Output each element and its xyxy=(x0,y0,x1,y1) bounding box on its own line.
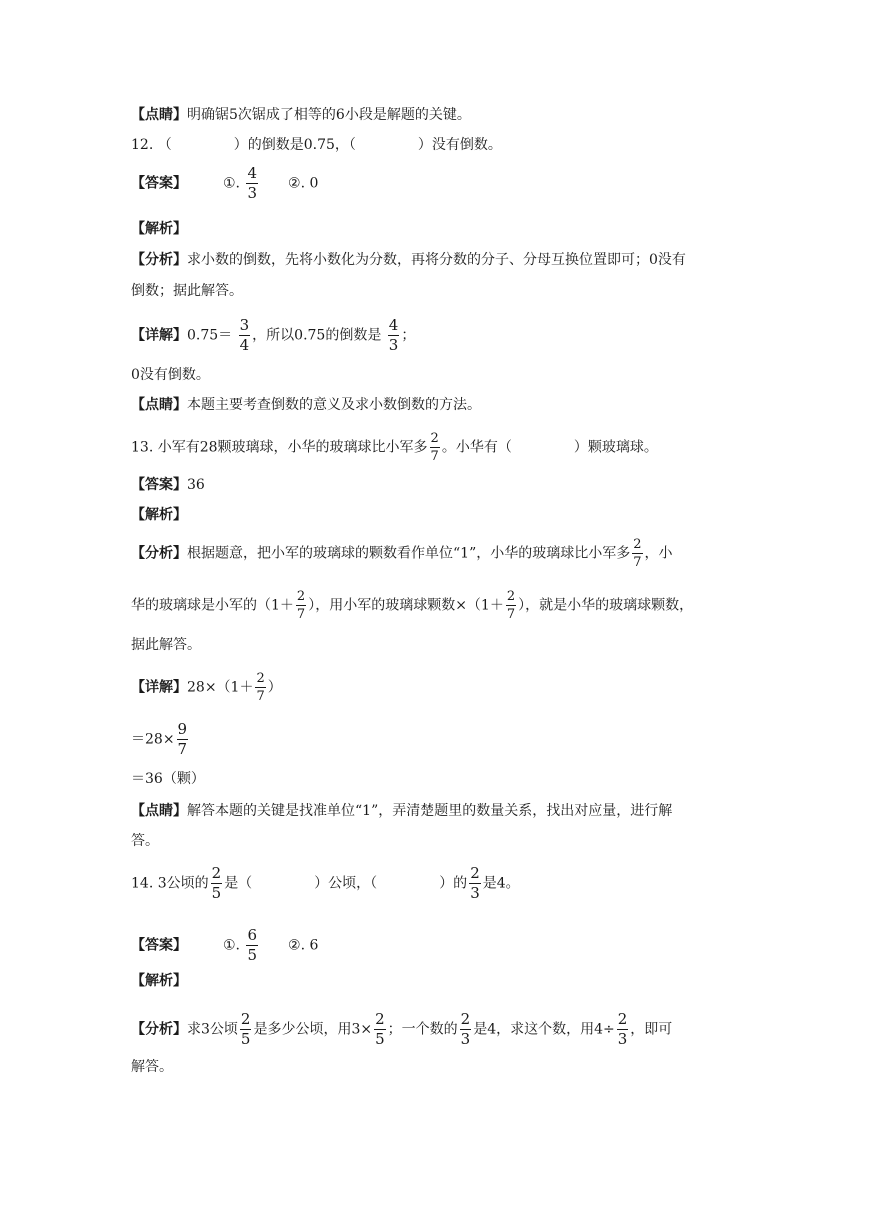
q14-fenxi-2 xyxy=(131,1058,173,1076)
q14-stem xyxy=(131,866,520,901)
q13-tip-2 xyxy=(131,832,159,850)
detail-text: 28×（1＋ xyxy=(187,679,254,696)
q13-stem xyxy=(131,432,658,463)
detail-text: ，所以0.75的倒数是 xyxy=(252,327,382,344)
fenxi-text: ），用小军的玻璃球颗数×（1＋ xyxy=(308,597,504,614)
answer-tag: 【答案】 xyxy=(131,175,187,192)
fenxi-tag: 【分析】 xyxy=(131,252,187,268)
q12-detail xyxy=(131,318,415,353)
fenxi-text: 根据题意，把小军的玻璃球的颗数看作单位“1”，小华的玻璃球比小军多 xyxy=(187,545,631,562)
fenxi-text: 是4，求这个数，用4÷ xyxy=(473,1021,615,1038)
q13-number: 13. xyxy=(131,439,154,456)
fenxi-text: 是多少公顷，用3× xyxy=(253,1021,373,1038)
fenxi-text: 华的玻璃球是小军的（1＋ xyxy=(131,597,294,614)
answer-fraction: $\frac{4}{3}$ xyxy=(247,164,258,202)
fraction: $\frac{3}{4}$ xyxy=(239,316,250,354)
q13-tip-1 xyxy=(131,802,672,820)
q13-detail xyxy=(131,672,282,703)
detail-tag: 【详解】 xyxy=(131,327,187,344)
fraction: $\frac{2}{7}$ xyxy=(506,589,516,622)
q13-text: 。小华有（ xyxy=(441,439,512,456)
q14-answer xyxy=(131,928,318,963)
prev-tip-line xyxy=(131,106,471,124)
fraction: $\frac{2}{7}$ xyxy=(256,671,265,704)
q14-text: ）的 xyxy=(439,875,468,892)
fraction: $\frac{4}{3}$ xyxy=(388,316,399,354)
detail-text: ； xyxy=(401,327,416,344)
q12-stem xyxy=(131,136,502,154)
tip-tag: 【点睛】 xyxy=(131,803,187,819)
fraction: $\frac{2}{3}$ xyxy=(470,864,480,902)
fenxi-text: ），就是小华的玻璃球颗数， xyxy=(518,597,694,614)
q13-fenxi-3 xyxy=(131,636,201,654)
q13-text: 小军有28颗玻璃球，小华的玻璃球比小军多 xyxy=(157,439,428,456)
q13-analysis xyxy=(131,506,187,524)
fraction: $\frac{2}{3}$ xyxy=(617,1010,628,1048)
fraction: $\frac{2}{3}$ xyxy=(460,1010,471,1048)
fraction: $\frac{2}{7}$ xyxy=(296,589,306,622)
fenxi-tag: 【分析】 xyxy=(131,1021,187,1038)
answer-tag: 【答案】 xyxy=(131,937,187,954)
fenxi-text: 求小数的倒数，先将小数化为分数，再将分数的分子、分母互换位置即可；0没有 xyxy=(187,252,686,268)
q12-text: ）的倒数是0.75，（ xyxy=(233,137,356,153)
q12-detail-2 xyxy=(131,366,210,384)
detail-tag: 【详解】 xyxy=(131,679,187,696)
answer-mark-1: ①. xyxy=(223,175,241,192)
fenxi-text: ，小 xyxy=(644,545,673,562)
q14-fenxi-1 xyxy=(131,1012,672,1047)
q14-text: ）公顷，（ xyxy=(314,875,378,892)
fenxi-tag: 【分析】 xyxy=(131,545,187,562)
fraction: $\frac{2}{5}$ xyxy=(240,1010,251,1048)
answer-mark-2: ②. 6 xyxy=(288,937,319,954)
detail-text: 0.75＝ xyxy=(187,327,233,344)
answer-mark-1: ①. xyxy=(223,937,241,954)
q12-tip xyxy=(131,396,481,414)
answer-value: 36 xyxy=(187,477,205,493)
fraction: $\frac{2}{7}$ xyxy=(633,537,642,570)
q12-open: （ xyxy=(157,137,172,153)
fraction: $\frac{2}{5}$ xyxy=(375,1010,385,1048)
fenxi-text: 求3公顷 xyxy=(187,1021,238,1038)
detail-text: 0没有倒数。 xyxy=(131,367,210,383)
q12-text-end: ）没有倒数。 xyxy=(417,137,502,153)
q14-text: 是（ xyxy=(224,875,253,892)
fenxi-text: ，即可 xyxy=(630,1021,673,1038)
q13-step-3 xyxy=(131,770,205,788)
fraction: $\frac{2}{5}$ xyxy=(211,864,222,902)
q13-fenxi-2 xyxy=(131,590,693,621)
step-text: ＝28× xyxy=(131,731,175,748)
q14-text: 是4。 xyxy=(482,875,520,892)
tip-tag: 【点睛】 xyxy=(131,107,187,123)
tip-text: 答。 xyxy=(131,833,159,849)
tip-text: 本题主要考查倒数的意义及求小数倒数的方法。 xyxy=(187,397,481,413)
q12-fenxi-2 xyxy=(131,282,243,300)
analysis-tag: 【解析】 xyxy=(131,221,187,237)
detail-text: ） xyxy=(267,679,282,696)
q14-analysis xyxy=(131,972,187,990)
q12-analysis xyxy=(131,220,187,238)
answer-fraction: $\frac{6}{5}$ xyxy=(247,926,258,964)
q13-fenxi-1 xyxy=(131,538,673,569)
fenxi-text: 倒数；据此解答。 xyxy=(131,283,243,299)
tip-text: 明确锯5次锯成了相等的6小段是解题的关键。 xyxy=(187,107,471,123)
q14-text: 3公顷的 xyxy=(157,875,209,892)
q13-step-2 xyxy=(131,722,190,757)
q12-fenxi-1 xyxy=(131,251,686,269)
q14-number: 14. xyxy=(131,875,154,892)
answer-mark-2: ②. 0 xyxy=(288,175,319,192)
q12-number: 12. xyxy=(131,137,154,153)
analysis-tag: 【解析】 xyxy=(131,507,187,523)
fenxi-text: ；一个数的 xyxy=(387,1021,458,1038)
fraction: $\frac{9}{7}$ xyxy=(177,720,188,758)
fenxi-text: 解答。 xyxy=(131,1059,173,1075)
q13-text: ）颗玻璃球。 xyxy=(573,439,658,456)
tip-tag: 【点睛】 xyxy=(131,397,187,413)
tip-text: 解答本题的关键是找准单位“1”，弄清楚题里的数量关系，找出对应量，进行解 xyxy=(187,803,673,819)
fraction: $\frac{2}{7}$ xyxy=(430,431,439,464)
fenxi-text: 据此解答。 xyxy=(131,637,201,653)
analysis-tag: 【解析】 xyxy=(131,973,187,989)
q12-answer xyxy=(131,166,318,201)
answer-tag: 【答案】 xyxy=(131,477,187,493)
step-text: ＝36（颗） xyxy=(131,771,205,787)
q13-answer xyxy=(131,476,205,494)
